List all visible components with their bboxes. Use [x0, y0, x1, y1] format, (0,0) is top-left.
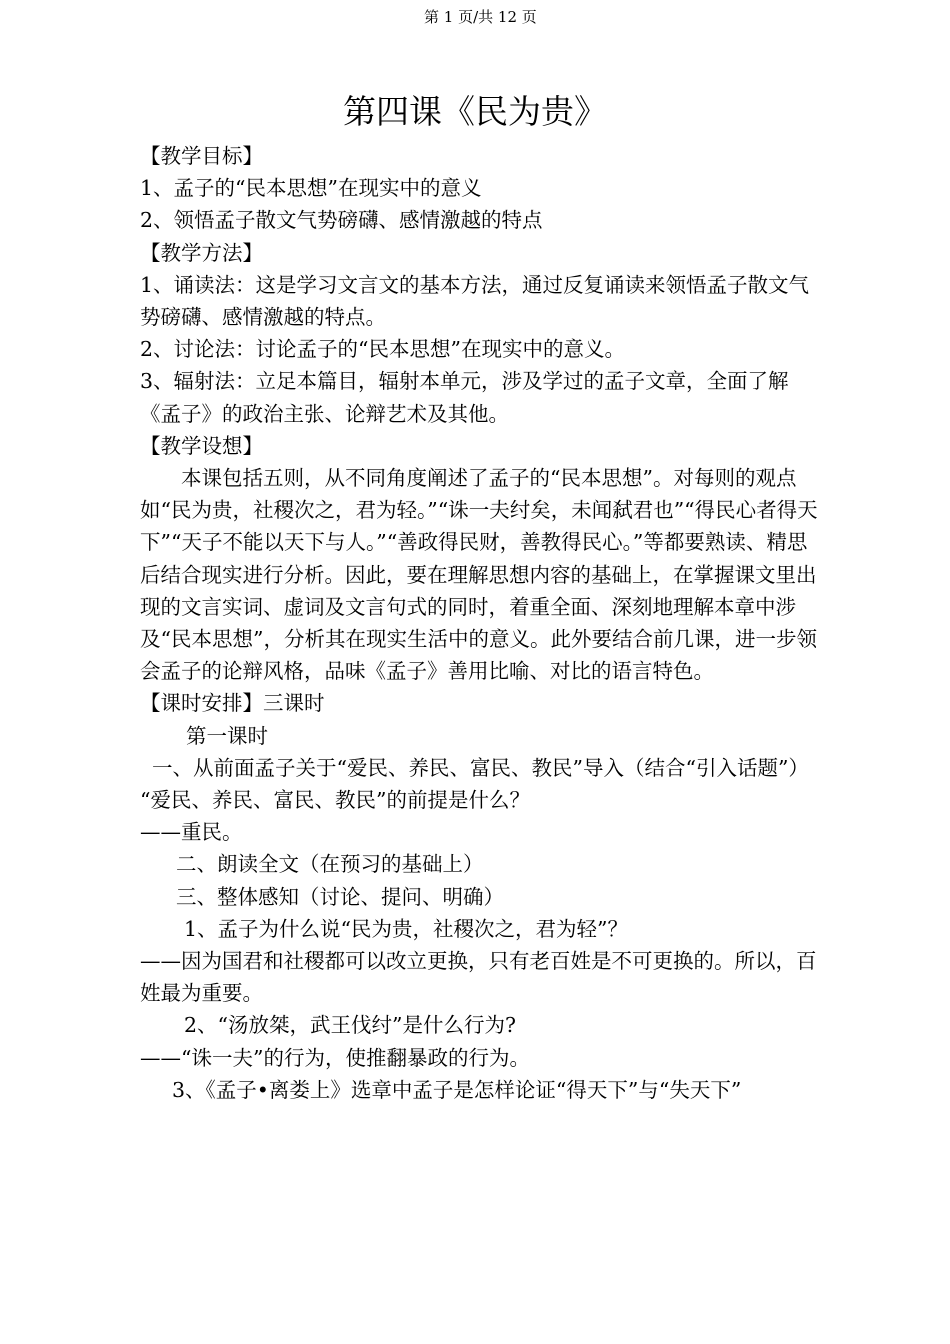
question-text: “爱民、养民、富民、教民”的前提是什么？	[140, 788, 530, 813]
answer-text: ——重民。	[140, 820, 243, 845]
section-heading-schedule: 【课时安排】三课时	[140, 691, 325, 716]
section-heading-design: 【教学设想】	[140, 433, 263, 458]
objective-item: 2、领悟孟子散文气势磅礴、感情激越的特点	[140, 208, 543, 233]
question-text: 3、《孟子•离娄上》选章中孟子是怎样论证“得天下”与“失天下”	[172, 1077, 742, 1102]
design-paragraph: 本课包括五则，从不同角度阐述了孟子的“民本思想”。对每则的观点如“民为贵，社稷次之，君为轻。”“诛一夫纣矣，未闻弑君也”“得民心者得天下”“天子不能以天下与人。”“善政得民财，善教得民心。”等都要熟读、精思后结合现实进行分析。因此，要在理解思想内容的基础上，在掌握课文里出现的文言实词、虚词及文言句式的同时，着重全面、深刻地理解本章中涉及“民本思想”，分析其在现实生活中的意义。此外要结合前几课，进一步领会孟子的论辩风格，品味《孟子》善用比喻、对比的语言特色。	[140, 466, 818, 684]
method-item: 1、诵读法：这是学习文言文的基本方法，通过反复诵读来领悟孟子散文气势磅礴、感情激越的特点。	[140, 272, 810, 330]
lesson-heading: 第一课时	[186, 723, 268, 748]
section-heading-methods: 【教学方法】	[140, 240, 263, 265]
page-number-header: 第 1 页/共 12 页	[424, 8, 537, 26]
answer-text: ——因为国君和社稷都可以改立更换，只有老百姓是不可更换的。所以，百姓最为重要。	[140, 949, 817, 1006]
question-text: 1、孟子为什么说“民为贵，社稷次之，君为轻”？	[184, 916, 629, 941]
method-item: 3、辐射法：立足本篇目，辐射本单元，涉及学过的孟子文章，全面了解《孟子》的政治主张、论辩艺术及其他。	[140, 369, 789, 426]
document-title: 第四课《民为贵》	[343, 92, 607, 131]
question-text: 2、“汤放桀，武王伐纣”是什么行为?	[184, 1013, 516, 1038]
objective-item: 1、孟子的“民本思想”在现实中的意义	[140, 176, 482, 201]
method-item: 2、讨论法：讨论孟子的“民本思想”在现实中的意义。	[140, 337, 626, 362]
answer-text: ——“诛一夫”的行为，使推翻暴政的行为。	[140, 1045, 530, 1070]
step-item: 三、整体感知（讨论、提问、明确）	[176, 884, 504, 909]
document-body	[140, 140, 820, 1106]
step-item: 一、从前面孟子关于“爱民、养民、富民、教民”导入（结合“引入话题”）	[152, 755, 809, 780]
step-item: 二、朗读全文（在预习的基础上）	[176, 852, 484, 877]
section-heading-objectives: 【教学目标】	[140, 144, 263, 168]
